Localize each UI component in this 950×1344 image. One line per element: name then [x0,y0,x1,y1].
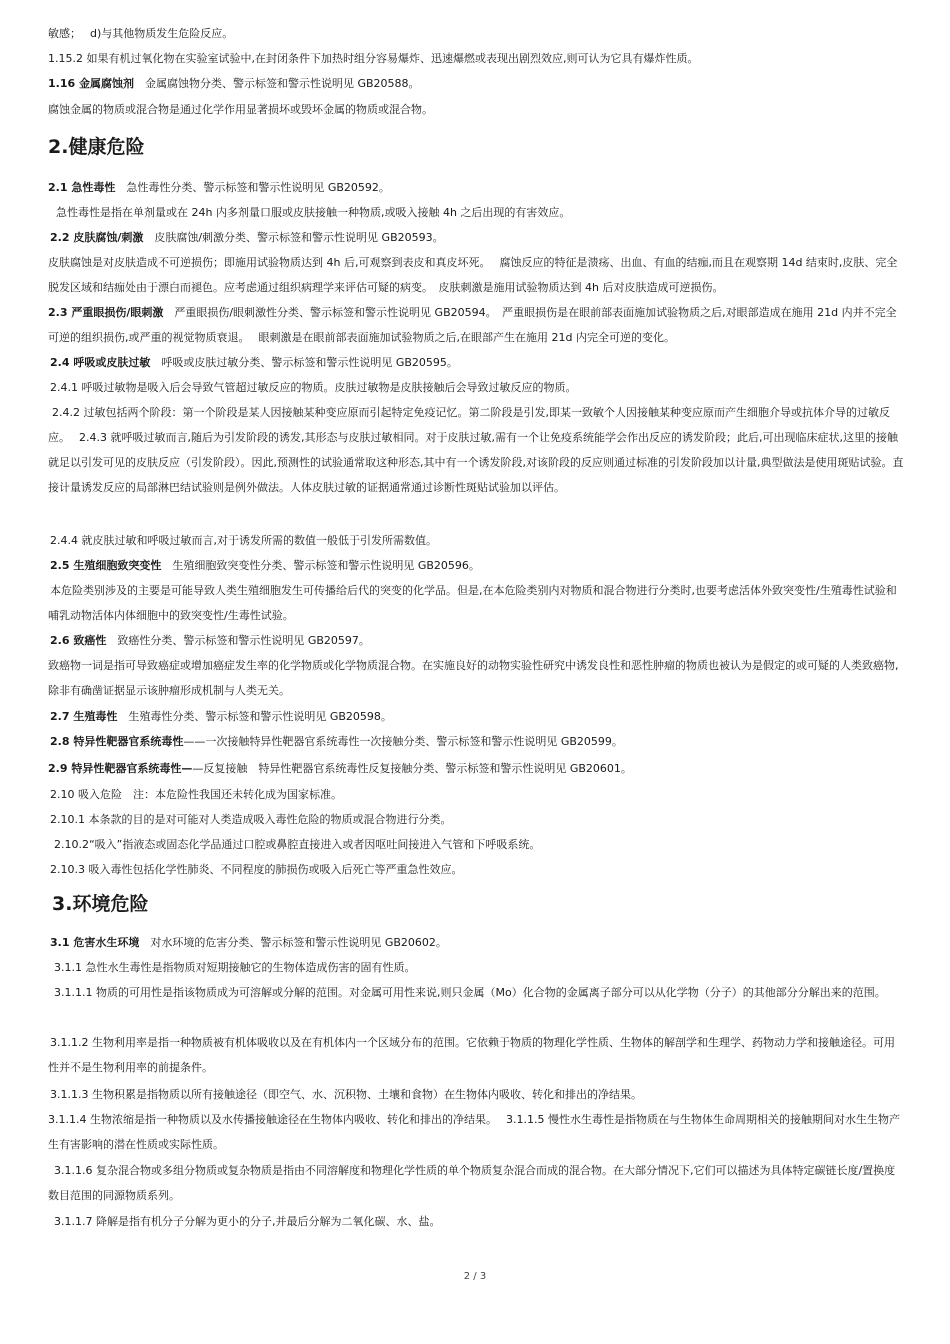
paragraph: 1.15.2 如果有机过氧化物在实验室试验中,在封闭条件下加热时组分容易爆炸、迅速爆燃或表现出剧烈效应,则可认为它具有爆炸性质。 [48,52,699,65]
paragraph: 致癌物一词是指可导致癌症或增加癌症发生率的化学物质或化学物质混合物。在实施良好的动物实验性研究中诱发良性和恶性肿瘤的物质也被认为是假定的或可疑的人类致癌物,除非有确凿证据显示该肿瘤形成机制与人类无关。 [48,659,899,697]
page-number: 2 / 3 [463,1271,487,1282]
section-text: 皮肤腐蚀/刺激分类、警示标签和警示性说明见 GB20593。 [143,231,444,244]
section-text: 呼吸或皮肤过敏分类、警示标签和警示性说明见 GB20595。 [150,356,458,369]
section-2-4 [50,350,906,375]
section-2-5 [50,553,906,578]
section-2-3 [48,300,904,350]
section-2-6 [50,628,906,653]
paragraph: 2.4.4 就皮肤过敏和呼吸过敏而言,对于诱发所需的数值一般低于引发所需数值。 [50,534,437,547]
heading-environmental-hazards: 3.环境危险 [52,893,149,915]
paragraph: 2.10.2“吸入”指液态或固态化学品通过口腔或鼻腔直接进入或者因呕吐间接进入气管和下呼吸系统。 [54,838,541,851]
heading-health-hazards: 2.健康危险 [48,136,145,158]
section-text: 金属腐蚀物分类、警示标签和警示性说明见 GB20588。 [133,77,420,90]
section-text: 致癌性分类、警示标签和警示性说明见 GB20597。 [106,634,370,647]
paragraph: 3.1.1.7 降解是指有机分子分解为更小的分子,并最后分解为二氧化碳、水、盐。 [54,1215,441,1228]
section-text: —反复接触 特异性靶器官系统毒性反复接触分类、警示标签和警示性说明见 GB20601。 [192,762,632,775]
section-title: 2.4 呼吸或皮肤过敏 [50,356,151,369]
section-title: 3.1 危害水生环境 [50,936,140,949]
section-title: 1.16 金属腐蚀剂 [48,77,134,90]
paragraph: 3.1.1.1 物质的可用性是指该物质成为可溶解或分解的范围。对金属可用性来说,则只金属（Mo）化合物的金属离子部分可以从化学物（分子）的其他部分分解出来的范围。 [54,986,886,999]
section-1-16 [48,71,904,96]
section-3-1 [50,930,906,955]
paragraph: 3.1.1.3 生物积累是指物质以所有接触途径（即空气、水、沉积物、土壤和食物）在生物体内吸收、转化和排出的净结果。 [50,1088,642,1101]
paragraph: 2.10 吸入危险 注：本危险性我国还未转化成为国家标准。 [50,788,342,801]
section-title: 2.6 致癌性 [50,634,107,647]
paragraph: 本危险类别涉及的主要是可能导致人类生殖细胞发生可传播给后代的突变的化学品。但是,在本危险类别内对物质和混合物进行分类时,也要考虑活体外致突变性/生殖毒性试验和哺乳动物活体内体细胞中的致突变性/生毒性试验。 [48,584,897,622]
paragraph: 2.4.1 呼吸过敏物是吸入后会导致气管超过敏反应的物质。皮肤过敏物是皮肤接触后会导致过敏反应的物质。 [50,381,577,394]
section-text: 对水环境的危害分类、警示标签和警示性说明见 GB20602。 [139,936,447,949]
section-title: 2.7 生殖毒性 [50,710,118,723]
section-text: 严重眼损伤/眼刺激性分类、警示标签和警示性说明见 GB20594。 严重眼损伤是在眼前部表面施加试验物质之后,对眼部造成在施用 21d 内并不完全可逆的组织损伤,或严重的视觉物质衰退。 眼刺激是在眼前部表面施加试验物质之后,在眼部产生在施用 21d 内完全可逆的变化。 [48,306,897,344]
section-2-9 [48,756,904,781]
paragraph: 2.10.1 本条款的目的是对可能对人类造成吸入毒性危险的物质或混合物进行分类。 [50,813,452,826]
section-2-7 [50,704,906,729]
section-title: 2.9 特异性靶器官系统毒性— [48,762,193,775]
paragraph: 敏感； d)与其他物质发生危险反应。 [48,27,234,40]
section-text: ——一次接触特异性靶器官系统毒性一次接触分类、警示标签和警示性说明见 GB20599。 [183,735,623,748]
section-text: 生殖细胞致突变性分类、警示标签和警示性说明见 GB20596。 [161,559,480,572]
paragraph: 皮肤腐蚀是对皮肤造成不可逆损伤；即施用试验物质达到 4h 后,可观察到表皮和真皮坏死。 腐蚀反应的特征是溃疡、出血、有血的结痂,而且在观察期 14d 结束时,皮肤、完全脱发区域和结痂处由于漂白而褪色。应考虑通过组织病理学来评估可疑的病变。 皮肤刺激是施用试验物质达到 4h 后对皮肤造成可逆损伤。 [48,256,898,294]
paragraph: 2.4.2 过敏包括两个阶段：第一个阶段是某人因接触某种变应原而引起特定免疫记忆。第二阶段是引发,即某一致敏个人因接触某种变应原而产生细胞介导或抗体介导的过敏反应。 2.4.3 就呼吸过敏而言,随后为引发阶段的诱发,其形态与皮肤过敏相同。对于皮肤过敏,需有一个让免疫系统能学会作出反应的诱发阶段；此后,可出现临床症状,这里的接触就足以引发可见的皮肤反应（引发阶段）。因此,预测性的试验通常取这种形态,其中有一个诱发阶段,对该阶段的反应则通过标准的引发阶段加以计量,典型做法是使用斑贴试验。直接计量诱发反应的局部淋巴结试验则是例外做法。人体皮肤过敏的证据通常通过诊断性斑贴试验加以评估。 [48,406,904,494]
paragraph: 3.1.1.4 生物浓缩是指一种物质以及水传播接触途径在生物体内吸收、转化和排出的净结果。 3.1.1.5 慢性水生毒性是指物质在与生物体生命周期相关的接触期间对水生生物产生有害影响的潜在性质或实际性质。 [48,1113,900,1151]
section-text: 急性毒性分类、警示标签和警示性说明见 GB20592。 [115,181,390,194]
paragraph: 2.10.3 吸入毒性包括化学性肺炎、不同程度的肺损伤或吸入后死亡等严重急性效应。 [50,863,463,876]
paragraph: 腐蚀金属的物质或混合物是通过化学作用显著损坏或毁坏金属的物质或混合物。 [48,103,433,116]
section-title: 2.3 严重眼损伤/眼刺激 [48,306,164,319]
section-title: 2.5 生殖细胞致突变性 [50,559,162,572]
section-title: 2.8 特异性靶器官系统毒性 [50,735,184,748]
paragraph: 急性毒性是指在单剂量或在 24h 内多剂量口服或皮肤接触一种物质,或吸入接触 4h 之后出现的有害效应。 [56,206,571,219]
section-2-2 [50,225,906,250]
section-title: 2.1 急性毒性 [48,181,116,194]
paragraph: 3.1.1.6 复杂混合物或多组分物质或复杂物质是指由不同溶解度和物理化学性质的单个物质复杂混合而成的混合物。在大部分情况下,它们可以描述为具体特定碳链长度/置换度数目范围的同源物质系列。 [48,1164,896,1202]
section-text: 生殖毒性分类、警示标签和警示性说明见 GB20598。 [117,710,392,723]
paragraph: 3.1.1.2 生物利用率是指一种物质被有机体吸收以及在有机体内一个区域分布的范围。它依赖于物质的物理化学性质、生物体的解剖学和生理学、药物动力学和接触途径。可用性并不是生物利用率的前提条件。 [48,1036,895,1074]
section-title: 2.2 皮肤腐蚀/刺激 [50,231,144,244]
section-2-8 [50,729,906,754]
paragraph: 3.1.1 急性水生毒性是指物质对短期接触它的生物体造成伤害的固有性质。 [54,961,416,974]
section-2-1 [48,175,904,200]
